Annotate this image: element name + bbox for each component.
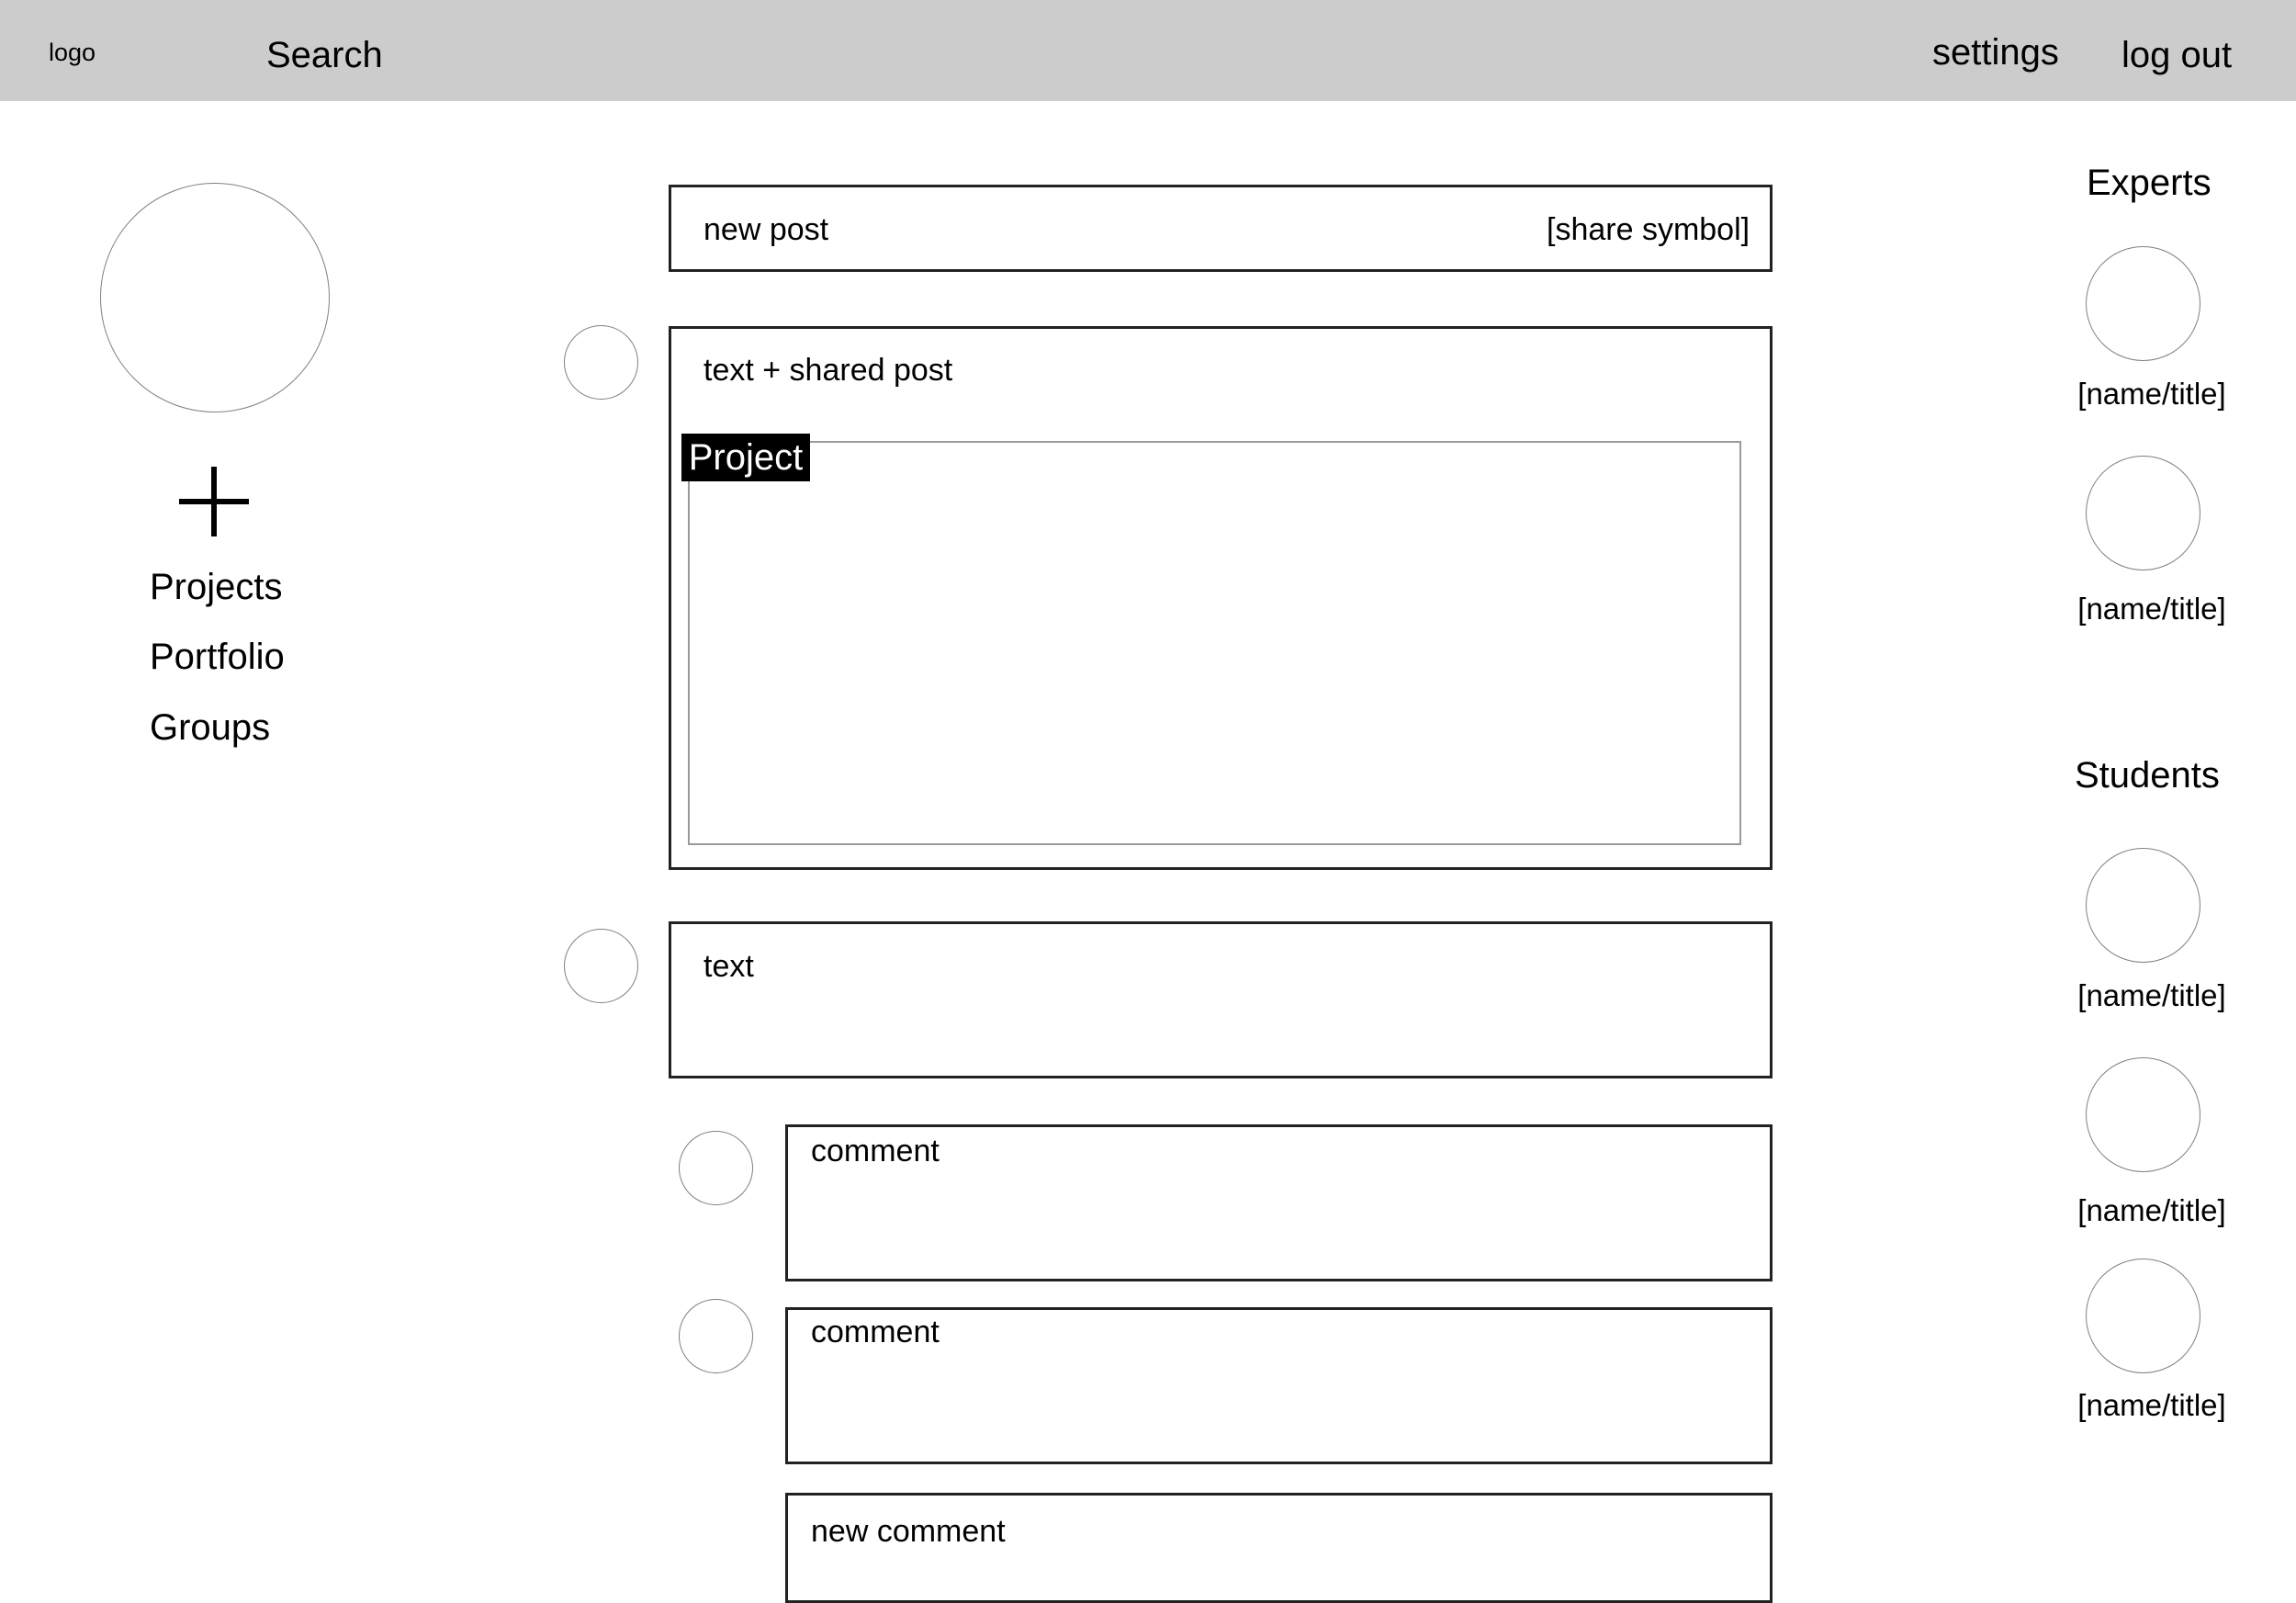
new-post-label[interactable]: new post: [703, 212, 829, 247]
experts-heading: Experts: [2087, 163, 2212, 203]
comment-text: comment: [811, 1315, 940, 1349]
commenter-avatar[interactable]: [679, 1131, 753, 1205]
student-avatar[interactable]: [2086, 848, 2200, 963]
expert-avatar[interactable]: [2086, 456, 2200, 570]
plus-icon[interactable]: [179, 467, 249, 536]
student-name[interactable]: [name/title]: [2077, 978, 2226, 1012]
post-card: [669, 921, 1773, 1078]
profile-avatar[interactable]: [100, 183, 330, 412]
logout-link[interactable]: log out: [2122, 35, 2233, 75]
expert-name[interactable]: [name/title]: [2077, 592, 2226, 626]
plus-icon-vertical: [211, 467, 217, 536]
project-tag: Project: [681, 434, 810, 481]
nav-groups[interactable]: Groups: [150, 707, 271, 748]
post-author-avatar[interactable]: [564, 325, 638, 400]
nav-portfolio[interactable]: Portfolio: [150, 637, 285, 677]
student-name[interactable]: [name/title]: [2077, 1193, 2226, 1227]
search-input[interactable]: Search: [266, 35, 383, 75]
students-heading: Students: [2075, 755, 2220, 796]
post-author-avatar[interactable]: [564, 929, 638, 1003]
student-avatar[interactable]: [2086, 1057, 2200, 1172]
comment-text: comment: [811, 1134, 940, 1168]
logo[interactable]: logo: [49, 39, 96, 66]
post-text: text + shared post: [703, 353, 953, 388]
shared-project-preview[interactable]: [688, 441, 1741, 845]
share-button[interactable]: [share symbol]: [1547, 212, 1750, 247]
student-name[interactable]: [name/title]: [2077, 1388, 2226, 1422]
post-text: text: [703, 949, 754, 984]
settings-link[interactable]: settings: [1932, 32, 2059, 73]
commenter-avatar[interactable]: [679, 1299, 753, 1373]
expert-avatar[interactable]: [2086, 246, 2200, 361]
new-comment-placeholder: new comment: [811, 1514, 1006, 1549]
expert-name[interactable]: [name/title]: [2077, 377, 2226, 411]
student-avatar[interactable]: [2086, 1259, 2200, 1373]
nav-projects[interactable]: Projects: [150, 567, 283, 607]
